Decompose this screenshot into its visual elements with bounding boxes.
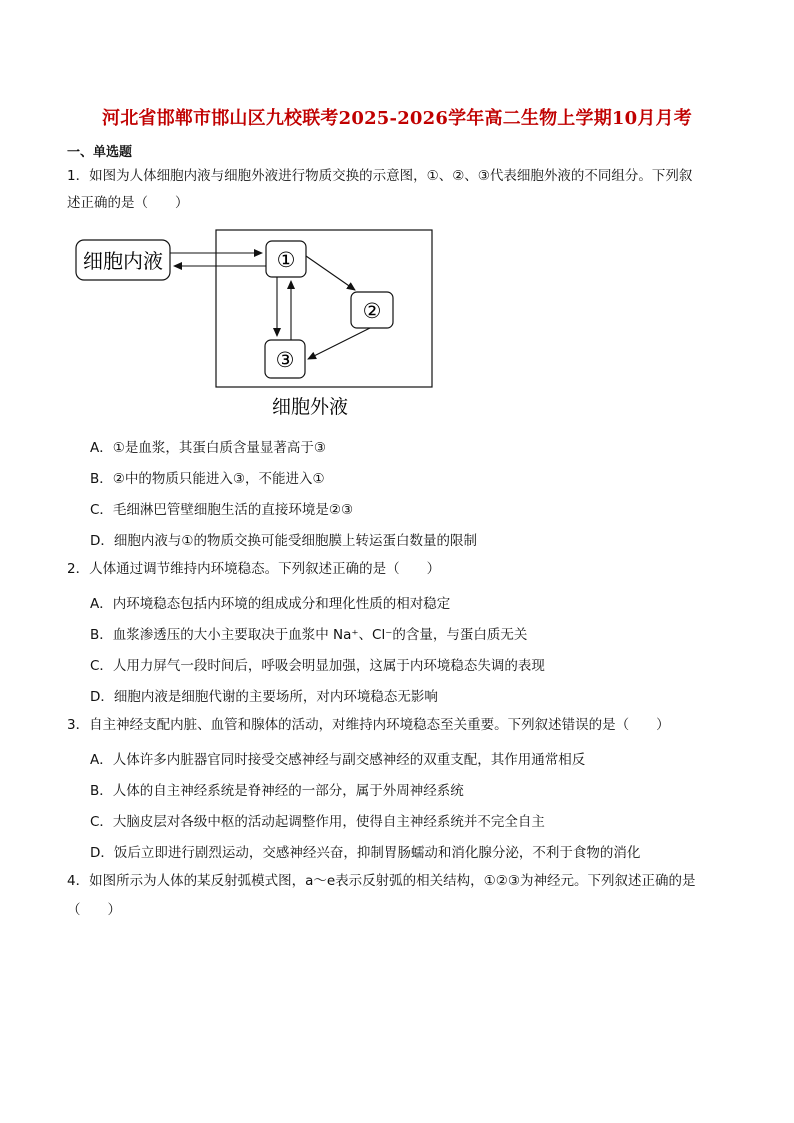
question-2-option-c: C．人用力屏气一段时间后，呼吸会明显加强，这属于内环境稳态失调的表现 bbox=[90, 658, 545, 674]
question-1-option-a: A．①是血浆，其蛋白质含量显著高于③ bbox=[90, 440, 326, 456]
question-3-stem-line: 3．自主神经支配内脏、血管和腺体的活动，对维持内环境稳态至关重要。下列叙述错误的是（ ） bbox=[67, 717, 670, 733]
node-2-label: ② bbox=[362, 299, 382, 323]
question-2-stem-line: 2．人体通过调节维持内环境稳态。下列叙述正确的是（ ） bbox=[67, 561, 441, 577]
question-1-option-b: B．②中的物质只能进入③，不能进入① bbox=[90, 471, 325, 487]
question-2-stem bbox=[67, 557, 737, 582]
question-3-stem bbox=[67, 713, 737, 738]
arrow-1-to-2 bbox=[306, 256, 355, 290]
question-3-option-c: C．大脑皮层对各级中枢的活动起调整作用，使得自主神经系统并不完全自主 bbox=[90, 814, 545, 830]
question-2-option-a: A．内环境稳态包括内环境的组成成分和理化性质的相对稳定 bbox=[90, 596, 451, 612]
node-3-label: ③ bbox=[275, 348, 295, 372]
question-1-option-c: C．毛细淋巴管壁细胞生活的直接环境是②③ bbox=[90, 502, 354, 518]
question-2-option-d: D．细胞内液是细胞代谢的主要场所，对内环境稳态无影响 bbox=[90, 689, 438, 705]
question-4-stem-line-1: 4．如图所示为人体的某反射弧模式图，a～e表示反射弧的相关结构，①②③为神经元。下列叙述正确的是 bbox=[67, 873, 696, 889]
section-heading: 一、单选题 bbox=[67, 145, 133, 160]
extracellular-frame bbox=[216, 230, 432, 387]
arrow-2-to-3 bbox=[308, 328, 370, 359]
page-title: 河北省邯郸市邯山区九校联考2025-2026学年高二生物上学期10月月考 bbox=[102, 108, 692, 129]
question-1-figure bbox=[70, 226, 440, 422]
node-1-label: ① bbox=[276, 248, 296, 272]
question-1-stem bbox=[67, 164, 737, 216]
intracellular-label: 细胞内液 bbox=[83, 249, 163, 273]
question-4-stem-line-2: （ ） bbox=[67, 902, 121, 918]
question-1-option-d: D．细胞内液与①的物质交换可能受细胞膜上转运蛋白数量的限制 bbox=[90, 533, 477, 549]
question-1-stem-line-1: 1．如图为人体细胞内液与细胞外液进行物质交换的示意图，①、②、③代表细胞外液的不同组分。下列叙 bbox=[67, 168, 693, 184]
question-3-option-b: B．人体的自主神经系统是脊神经的一部分，属于外周神经系统 bbox=[90, 783, 464, 799]
question-1-stem-line-2: 述正确的是（ ） bbox=[67, 195, 189, 211]
question-2-option-b: B．血浆渗透压的大小主要取决于血浆中 Na⁺、Cl⁻的含量，与蛋白质无关 bbox=[90, 627, 528, 643]
extracellular-label: 细胞外液 bbox=[271, 396, 349, 418]
question-3-option-d: D．饭后立即进行剧烈运动，交感神经兴奋，抑制胃肠蠕动和消化腺分泌，不利于食物的消化 bbox=[90, 845, 641, 861]
question-3-option-a: A．人体许多内脏器官同时接受交感神经与副交感神经的双重支配，其作用通常相反 bbox=[90, 752, 586, 768]
question-4-stem bbox=[67, 869, 737, 923]
